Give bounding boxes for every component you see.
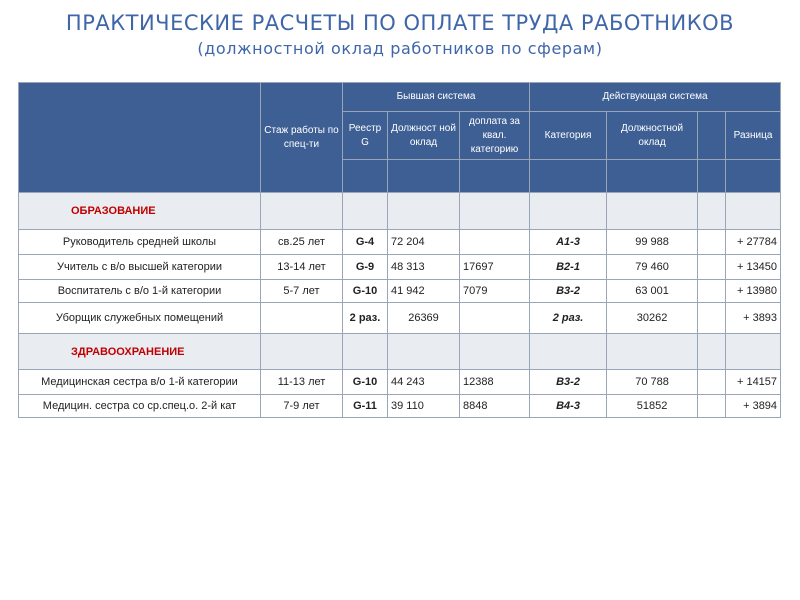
cell-former-salary: 26369 xyxy=(388,303,460,334)
header-former-system: Бывшая система xyxy=(343,83,530,112)
cell-position: Уборщик служебных помещений xyxy=(19,303,261,334)
cell-current-salary: 70 788 xyxy=(607,370,698,395)
cell-category: А1-3 xyxy=(530,230,607,255)
page-title: ПРАКТИЧЕСКИЕ РАСЧЕТЫ ПО ОПЛАТЕ ТРУДА РАБОТНИКОВ xyxy=(65,11,735,35)
table-row xyxy=(19,303,781,334)
cell-former-salary: 39 110 xyxy=(388,395,460,418)
cell-difference: + 13450 xyxy=(726,255,781,280)
section-row xyxy=(19,193,781,230)
cell-category: В2-1 xyxy=(530,255,607,280)
header-current-system: Действующая система xyxy=(530,83,781,112)
cell-former-salary: 72 204 xyxy=(388,230,460,255)
header-row-1 xyxy=(19,83,781,112)
cell-qual-bonus: 17697 xyxy=(460,255,530,280)
section-row xyxy=(19,334,781,370)
header-registry: Реестр G xyxy=(343,112,388,160)
header-difference: Разница xyxy=(726,112,781,160)
header-former-salary: Должност ной оклад xyxy=(388,112,460,160)
cell-current-salary: 79 460 xyxy=(607,255,698,280)
header-category: Категория xyxy=(530,112,607,160)
cell-former-salary: 44 243 xyxy=(388,370,460,395)
cell-position: Руководитель средней школы xyxy=(19,230,261,255)
cell-experience: 7-9 лет xyxy=(261,395,343,418)
table-row xyxy=(19,395,781,418)
cell-difference: + 3893 xyxy=(726,303,781,334)
cell-registry: 2 раз. xyxy=(343,303,388,334)
cell-registry: G-9 xyxy=(343,255,388,280)
header-position xyxy=(19,83,261,193)
cell-qual-bonus: 12388 xyxy=(460,370,530,395)
cell-registry: G-10 xyxy=(343,280,388,303)
table-row xyxy=(19,255,781,280)
cell-registry: G-11 xyxy=(343,395,388,418)
table-row xyxy=(19,230,781,255)
salary-table xyxy=(18,82,781,418)
cell-experience: 11-13 лет xyxy=(261,370,343,395)
section-name: ОБРАЗОВАНИЕ xyxy=(19,193,261,230)
cell-former-salary: 48 313 xyxy=(388,255,460,280)
cell-experience: 5-7 лет xyxy=(261,280,343,303)
cell-position: Воспитатель с в/о 1-й категории xyxy=(19,280,261,303)
cell-experience: св.25 лет xyxy=(261,230,343,255)
cell-qual-bonus xyxy=(460,230,530,255)
cell-current-salary: 30262 xyxy=(607,303,698,334)
cell-difference: + 14157 xyxy=(726,370,781,395)
cell-category: В4-3 xyxy=(530,395,607,418)
table-row xyxy=(19,280,781,303)
cell-qual-bonus: 7079 xyxy=(460,280,530,303)
header-experience: Стаж работы по спец-ти xyxy=(261,83,343,193)
header-spacer xyxy=(698,112,726,160)
cell-difference: + 27784 xyxy=(726,230,781,255)
cell-position: Учитель с в/о высшей категории xyxy=(19,255,261,280)
cell-registry: G-4 xyxy=(343,230,388,255)
header-qual-bonus: доплата за квал. категорию xyxy=(460,112,530,160)
cell-category: В3-2 xyxy=(530,280,607,303)
cell-category: В3-2 xyxy=(530,370,607,395)
cell-experience: 13-14 лет xyxy=(261,255,343,280)
cell-current-salary: 99 988 xyxy=(607,230,698,255)
cell-category: 2 раз. xyxy=(530,303,607,334)
cell-qual-bonus xyxy=(460,303,530,334)
cell-position: Медицинская сестра в/о 1-й категории xyxy=(19,370,261,395)
table-row xyxy=(19,370,781,395)
cell-qual-bonus: 8848 xyxy=(460,395,530,418)
page-subtitle: (должностной оклад работников по сферам) xyxy=(197,39,603,58)
cell-current-salary: 51852 xyxy=(607,395,698,418)
header-current-salary: Должностной оклад xyxy=(607,112,698,160)
cell-registry: G-10 xyxy=(343,370,388,395)
cell-former-salary: 41 942 xyxy=(388,280,460,303)
section-name: ЗДРАВООХРАНЕНИЕ xyxy=(19,334,261,370)
cell-position: Медицин. сестра со ср.спец.о. 2-й кат xyxy=(19,395,261,418)
cell-current-salary: 63 001 xyxy=(607,280,698,303)
cell-difference: + 3894 xyxy=(726,395,781,418)
cell-difference: + 13980 xyxy=(726,280,781,303)
cell-experience xyxy=(261,303,343,334)
